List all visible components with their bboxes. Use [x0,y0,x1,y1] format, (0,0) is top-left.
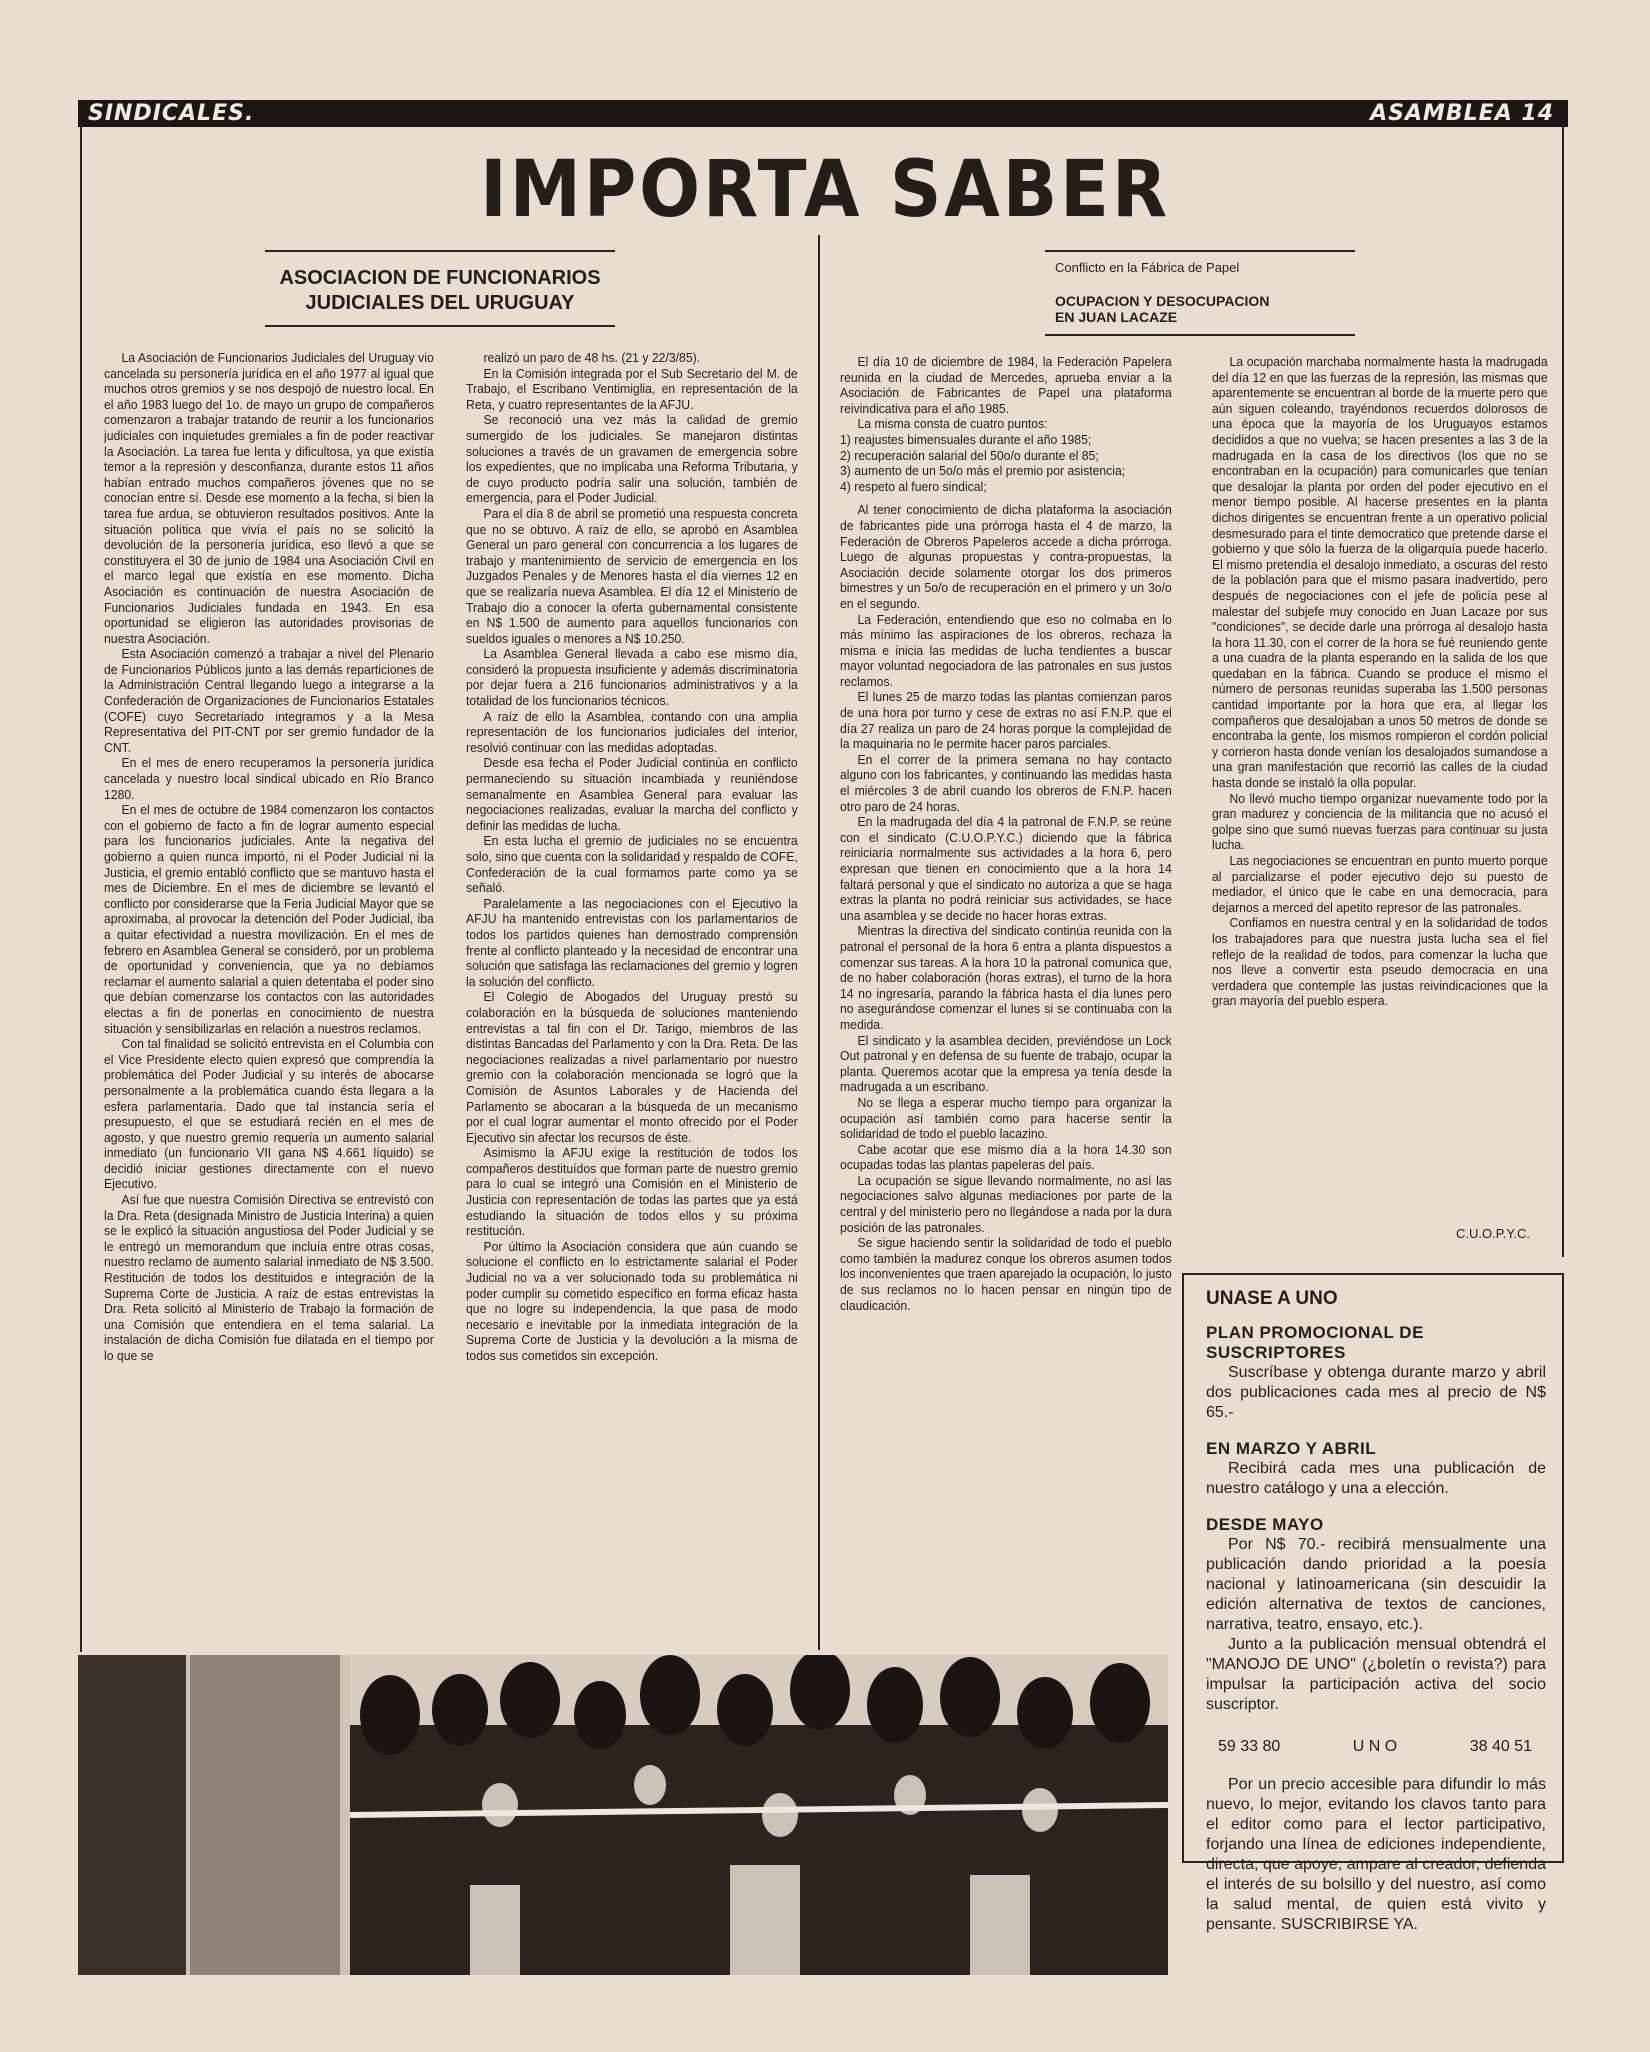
paragraph: No llevó mucho tiempo organizar nuevamente todo por la gran madurez y conciencia de la militancia que no acusó el golpe sino que sumó nuevas fuerzas para continuar su justa lucha. [1212,791,1548,853]
ad-plan-text: Suscríbase y obtenga durante marzo y abril dos publicaciones cada mes al precio de N$ 65.- [1206,1364,1546,1421]
section-label: SINDICALES. [88,101,255,126]
article2-column-4 [1212,355,1548,1010]
paragraph: En el correr de la primera semana no hay contacto alguno con los fabricantes, y continuando las medidas hasta el miércoles 3 de abril cuando los obreros de F.N.P. hacen otro paro de 24 horas. [840,752,1172,814]
paragraph: realizó un paro de 48 hs. (21 y 22/3/85). [483,351,701,365]
paragraph: En el mes de enero recuperamos la personería jurídica cancelada y nuestro local sindical ubicado en Río Branco 1280. [104,756,434,802]
ad-phone-1: 59 33 80 [1218,1738,1281,1755]
ad-title: UNASE A UNO [1206,1288,1338,1309]
paragraph: La ocupación se sigue llevando normalmente, no así las negociaciones salvo algunas mediaciones por parte de la central y del ministerio pero no llegándose a nada por la dura posición de las patronales. [840,1173,1172,1235]
paragraph: Las negociaciones se encuentran en punto muerto porque al parcializarse el poder ejecutivo dejo su puesto de mediador, el único que le cabe en una democracia, para dejarnos a merced del apetito represor de las patronales. [1212,854,1548,915]
list-item: 1) reajustes bimensuales durante el año 1985; [840,432,1092,447]
paragraph: Asimismo la AFJU exige la restitución de todos los compañeros destituídos que forman parte de nuestro gremio para lo cual se integró una Comisión en el Ministerio de Justicia con representación de todas las partes que ya está estudiando la situación de todos ellos y su próxima restitución. [466,1146,798,1239]
subscription-ad-box [1182,1273,1564,1933]
paragraph: Mientras la directiva del sindicato continúa reunida con la patronal el personal de la hora 6 entra a planta dispuestos a comenzar sus tareas. A la hora 10 la patronal comunica que, de no haber colaboración (horas extras), el turno de la hora 14 no ingresaría, parando la fábrica hasta el día lunes pero no asegurándose comenzar el lunes si se continuaba con la medida. [840,924,1172,1032]
paragraph: En la Comisión integrada por el Sub Secretario del M. de Trabajo, el Escribano Ventimiglia, en representación de la Reta, y cuatro representantes de la AFJU. [466,366,798,412]
paragraph: La ocupación marchaba normalmente hasta la madrugada del día 12 en que las fuerzas de la represión, las mismas que aparentemente se encuentran al borde de la muerte pero que aún siguen coleando, trayéndonos recuerdos dolorosos de una época que la mayoría de los Uruguayos estamos decididos a que no vuelva; se hacen presentes a las 3 de la madrugada en la casa de los directivos (los que no se encontraban en la ocupación) para comunicarles que tenían que desalojar la planta por orden del poder ejecutivo en el menor tiempo posible. Al hacerse presentes en la planta dichos dirigentes se encuentran frente a un operativo policial desmesurado para el tinte democratico que pretende darse el gobierno y que sólo la fuerza de la oligarquía puede hacerlo. El mismo pretendía el desalojo inmediato, a oscuras del resto de la población para que el mismo pasara inadvertido, pero después de negociaciones con el jefe de policía pese al malestar del subjefe muy conocido en Juan Lacaze por sus "condiciones", se decide darle una prórroga al desalojo hasta la hora 11.30, con el correr de la hora se fué reuniendo gente a una cuadra de la planta esperando en la salida de los que quedaban en la fábrica. Cuando se produce el mismo el número de personas reunidas superaba las 1.500 personas cantidad importante por la hora que era, al llegar los compañeros que desalojaban a unos 50 metros de donde se encontraba la gente, los mismos rompieron el cordón policial y corrieron hasta donde venían los desalojados sumandose a una gran manifestación que recorrió las calles de la ciudad hasta donde se instaló la olla popular. [1212,355,1548,791]
paragraph: Así fue que nuestra Comisión Directiva se entrevistó con la Dra. Reta (designada Ministro de Justicia Interina) a quien se le explicó la situación angustiosa del Poder Judicial y se le entregó un memorandum que incluía entre otras cosas, nuestro reclamo de aumento salarial inmediato de N$ 3.500. Restitución de todos los destituidos e integración de la Suprema Corte de Justicia. A raíz de estas entrevistas la Dra. Reta solicitó al Ministerio de Trabajo la formación de una Comisión que entendiera en el tema salarial. La instalación de dicha Comisión fue dilatada en el tiempo por lo que se [104,1193,434,1363]
paragraph: Confiamos en nuestra central y en la solidaridad de todos los trabajadores para que nuestra justa lucha sea el fiel reflejo de la realidad de todos, para comenzar la lucha que nos lleve a convertir esta pseudo democracia en una verdadera que contemple las justas reivindicaciones que la gran mayoría del pueblo espera. [1212,916,1548,1009]
paragraph: Cabe acotar que ese mismo día a la hora 14.30 son ocupadas todas las plantas papeleras del país. [840,1142,1172,1173]
ad-march-heading: EN MARZO Y ABRIL [1206,1439,1377,1458]
paragraph: No se llega a esperar mucho tiempo para organizar la ocupación así también como para hacerse sentir la solidaridad de todo el pueblo lacazino. [840,1095,1172,1142]
paragraph: Con tal finalidad se solicitó entrevista en el Columbia con el Vice Presidente electo quien expresó que comprendía la problemática del Poder Judicial y su interés de abocarse personalmente a la problemática cuando ésta llegara a la esfera parlamentaria. Dado que tal instancia sería el presupuesto, el que se estudiará recién en el mes de agosto, y que nuestro gremio requería un aumento salarial inmediato (un funcionario VII gana N$ 4.661 líquido) se decidió iniciar gestiones directamente con el nuevo Ejecutivo. [104,1037,434,1192]
ad-bulletin-text: Junto a la publicación mensual obtendrá el "MANOJO DE UNO" (¿boletín o revista?) para impulsar la participación activa del socio suscriptor. [1206,1636,1546,1713]
ad-uno-label: U N O [1352,1738,1398,1755]
paragraph: El sindicato y la asamblea deciden, previéndose un Lock Out patronal y en defensa de su fuente de trabajo, ocupar la planta. Queremos acotar que la empresa ya tenía desde la madrugada a un escribano. [840,1033,1172,1095]
article2-signature: C.U.O.P.Y.C. [1456,1226,1530,1241]
paragraph: En la madrugada del día 4 la patronal de F.N.P. se reúne con el sindicato (C.U.O.P.Y.C.) diciendo que la fábrica reiniciaría normalmente sus actividades a la hora 6, pero expresan que tienen en conocimiento que a la hora 14 faltará personal y que el sindicato no autoriza a que se haga extras la planta no podrá reiniciar sus actividades, se hace una asamblea y se decide no hacer horas extras. [840,815,1172,923]
article2-intro-paragraph: El día 10 de diciembre de 1984, la Federación Papelera reunida en la ciudad de Mercedes, aprueba enviar a la Asociación de Fabricantes de Papel una plataforma reivindicativa para el año 1985. [840,355,1172,416]
publication-label: ASAMBLEA 14 [1370,101,1554,126]
paragraph: Por último la Asociación considera que aún cuando se solucione el conflicto en lo estrictamente salarial el Poder Judicial no va a ver solucionado toda su problemática ni poder cumplir su cometido específico en forma eficaz hasta que no logre su independencia, la que pasa de modo necesario e inevitable por la inmediata integración de la Suprema Corte de Justicia y la devolución a la misma de todos sus cometidos sin excepción. [466,1239,798,1363]
paragraph: A raíz de ello la Asamblea, contando con una amplia representación de los funcionarios judiciales del interior, resolvió continuar con las medidas adoptadas. [466,709,798,755]
paragraph: La Asamblea General llevada a cabo ese mismo día, consideró la propuesta insuficiente y además discriminatoria por dejar fuera a 216 funcionarios administrativos y a la totalidad de los funcionarios técnicos. [466,647,798,709]
paragraph: La Federación, entendiendo que eso no colmaba en lo más mínimo las aspiraciones de los obreros, rechaza la misma e inicia las medidas de lucha tendientes a buscar mayor voluntad negociadora de las patronales en sus justos reclamos. [840,612,1172,689]
article2-subhead-line1: OCUPACION Y DESOCUPACION [1055,293,1270,309]
ad-plan-heading: PLAN PROMOCIONAL DE SUSCRIPTORES [1206,1323,1424,1362]
paragraph: Esta Asociación comenzó a trabajar a nivel del Plenario de Funcionarios Públicos junto a las demás reparticiones de la Administración Central llegando luego a integrarse a la Confederación de Organizaciones de Funcionarios Estatales (COFE) cuyo Secretariado integramos y a la Mesa Representativa del PIT-CNT por ser gremio fundador de la CNT. [104,647,434,755]
ad-closing-text: Por un precio accesible para difundir lo más nuevo, lo mejor, evitando los clavos tanto para el editor como para el lector participativo, forjando una línea de ediciones independiente, directa, que apoye, ampare al creador, defienda el interés de su bolsillo y del nuestro, así como la salud mental, de quien está vivito y pensante. SUSCRIBIRSE YA. [1206,1776,1546,1933]
paragraph: Se sigue haciendo sentir la solidaridad de todo el pueblo como también la madurez conque los obreros asumen todos los inconvenientes que traen aparejado la ocupación, lo justo de sus reclamos no lo hacen pensar en ningún tipo de claudicación. [840,1236,1172,1313]
right-frame-rule [1562,127,1564,1257]
section-header-bar [78,100,1568,127]
paragraph: Se reconoció una vez más la calidad de gremio sumergido de los judiciales. Se manejaron distintas soluciones a través de un gravamen de emergencia sobre los expedientes, que no implicaba una Reforma Tributaria, y de cuyo producto podría salir una solución, también de emergencia, para el Poder Judicial. [466,413,798,506]
article2-demands-list [840,433,1172,495]
article2-kicker: Conflicto en la Fábrica de Papel [1055,260,1240,275]
ad-march-text: Recibirá cada mes una publicación de nuestro catálogo y una a elección. [1206,1460,1546,1497]
list-item: 3) aumento de un 5o/o más el premio por asistencia; [840,464,1126,479]
article2-subhead [1055,293,1269,325]
crowd-photo-image [350,1655,1168,1975]
paragraph: Al tener conocimiento de dicha plataforma la asociación de fabricantes pide una prórroga hasta el 4 de marzo, la Federación de Obreros Papeleros accede a dicha prórroga. Luego de algunas propuestas y contra-propuestas, la Asociación decide solamente otorgar los dos primeros bimestres y un 5o/o de recuperación en el primero y un 3o/o en el segundo. [840,503,1172,611]
paragraph: El lunes 25 de marzo todas las plantas comienzan paros de una hora por turno y cese de extras no así F.N.P. que el día 27 realiza un paro de 24 horas porque la complejidad de la maquinaria no le permite hacer paros parciales. [840,690,1172,752]
article1-headline-line2: JUDICIALES DEL URUGUAY [305,292,575,314]
paragraph: En esta lucha el gremio de judiciales no se encuentra solo, sino que cuenta con la solidaridad y respaldo de COFE, Confederación de la cual formamos parte como ya se señaló. [466,834,798,896]
article1-headline [225,266,655,316]
article1-column-1 [104,351,434,1365]
paragraph: Paralelamente a las negociaciones con el Ejecutivo la AFJU ha mantenido entrevistas con los parlamentarios de todos los partidos quienes han demostrado comprensión frente al conflicto planteado y la necesidad de encontrar una solución que satisfaga las reclamaciones del gremio y logren la solución del conflicto. [466,896,798,989]
left-frame-rule [80,127,82,1652]
article1-top-rule [265,250,615,252]
article1-bottom-rule [265,325,615,327]
protest-photo [78,1655,1168,1975]
article2-list-intro: La misma consta de cuatro puntos: [857,417,1048,432]
ad-may-heading: DESDE MAYO [1206,1515,1324,1534]
article2-bottom-rule [1045,334,1355,336]
paragraph: Desde esa fecha el Poder Judicial continúa en conflicto permaneciendo su situación incambiada y reuniéndose semanalmente en Asamblea General para evaluar las negociaciones realizadas, evaluar la marcha del conflicto y definir las medidas de lucha. [466,756,798,833]
photo-dark-strip [78,1655,186,1975]
article2-subhead-line2: EN JUAN LACAZE [1055,309,1178,325]
article2-top-rule [1045,250,1355,252]
paragraph: Para el día 8 de abril se prometió una respuesta concreta que no se obtuvo. A raíz de ello, se aprobó en Asamblea General un paro general con concurrencia a los lugares de trabajo y mantenimiento de servicio de emergencia en los Juzgados Penales y de Menores hasta el día viernes 12 en que se realizaría nueva Asamblea. El día 12 el Ministerio de Trabajo dio a conocer la oferta gubernamental consistente en N$ 1.500 de aumento para aquellos funcionarios con sueldos iguales o menores a N$ 10.250. [466,506,798,646]
list-item: 4) respeto al fuero sindical; [840,479,987,494]
center-column-rule [818,235,820,1650]
ad-may-text: Por N$ 70.- recibirá mensualmente una publicación dando prioridad a la poesía nacional y latinoamericana (sin descuidir la edición alternativa de textos de canciones, narrativa, teatro, ensayo, etc.). [1206,1536,1546,1633]
paragraph: El Colegio de Abogados del Uruguay prestó su colaboración en la búsqueda de soluciones manteniendo entrevistas a tal fin con el Dr. Tarigo, miembros de las distintas Bancadas del Parlamento y con la Dra. Reta. De las negociaciones realizadas a nivel parlamentario por nuestro gremio con la colaboración mencionada se logró que la Comisión de Asuntos Laborales y de Hacienda del Parlamento se abocaran a la búsqueda de un mecanismo por el cual lograr aumentar el monto ofrecido por el Poder Ejecutivo sin afectar los recursos de éste. [466,990,798,1145]
photo-gray-strip [190,1655,340,1975]
article2-column-3 [840,355,1172,1314]
paragraph: En el mes de octubre de 1984 comenzaron los contactos con el gobierno de facto a fin de lograr aumento especial para los funcionarios judiciales. Ante la negativa del gobierno a quien nunca importó, ni el Poder Judicial ni la Justicia, el gremio entabló conflicto que se mantuvo hasta el mes de Diciembre. En el mes de diciembre se levantó el conflicto por considerarse que la Feria Judicial Mayor que se aproximaba, al provocar la detención del Poder Judicial, iba a quitar efectividad a nuestra movilización. En el mes de febrero en Asamblea General se consideró, por un problema de oportunidad y conveniencia, que ya no debíamos reclamar el aumento salarial a quien detentaba el poder sino que debían comenzarse los contactos con las autoridades electas a fin de ponerlas en conocimiento de nuestra situación y sensibilizarlas en relación a nuestros reclamos. [104,803,434,1036]
ad-phone-2: 38 40 51 [1469,1738,1532,1755]
page-title: IMPORTA SABER [480,145,1170,235]
article1-headline-line1: ASOCIACION DE FUNCIONARIOS [279,267,601,289]
paragraph: La Asociación de Funcionarios Judiciales del Uruguay vio cancelada su personería jurídica en el año 1977 al igual que muchos otros gremios y se nos despojó de nuestro local. En el año 1983 luego del 1o. de mayo un grupo de compañeros comenzaron a trabajar tratando de reunir a los funcionarios judiciales con inquietudes gremiales a fin de poder reactivar la Asociación. La tarea fue lenta y dificultosa, ya que existía temor a la represión y desconfianza, durante estos 11 años habían entrado muchos compañeros jóvenes que no se conocían entre sí. Desde ese momento a la fecha, si bien la tarea fue ardua, se obtuvieron resultados positivos. Ante la situación política que vivía el país no se solicitó la devolución de la personería jurídica, eso llevó a que se constituyera el 30 de junio de 1984 una Asociación Civil en el marco legal que existía en ese momento. Dicha Asociación es continuación de nuestra Asociación de Funcionarios Judiciales fundada en 1943. En esa oportunidad se eligieron las autoridades provisorias de nuestra Asociación. [104,351,434,646]
article1-column-2 [466,351,798,1365]
ad-phone-row [1218,1737,1532,1757]
list-item: 2) recuperación salarial del 50o/o durante el 85; [840,448,1099,463]
